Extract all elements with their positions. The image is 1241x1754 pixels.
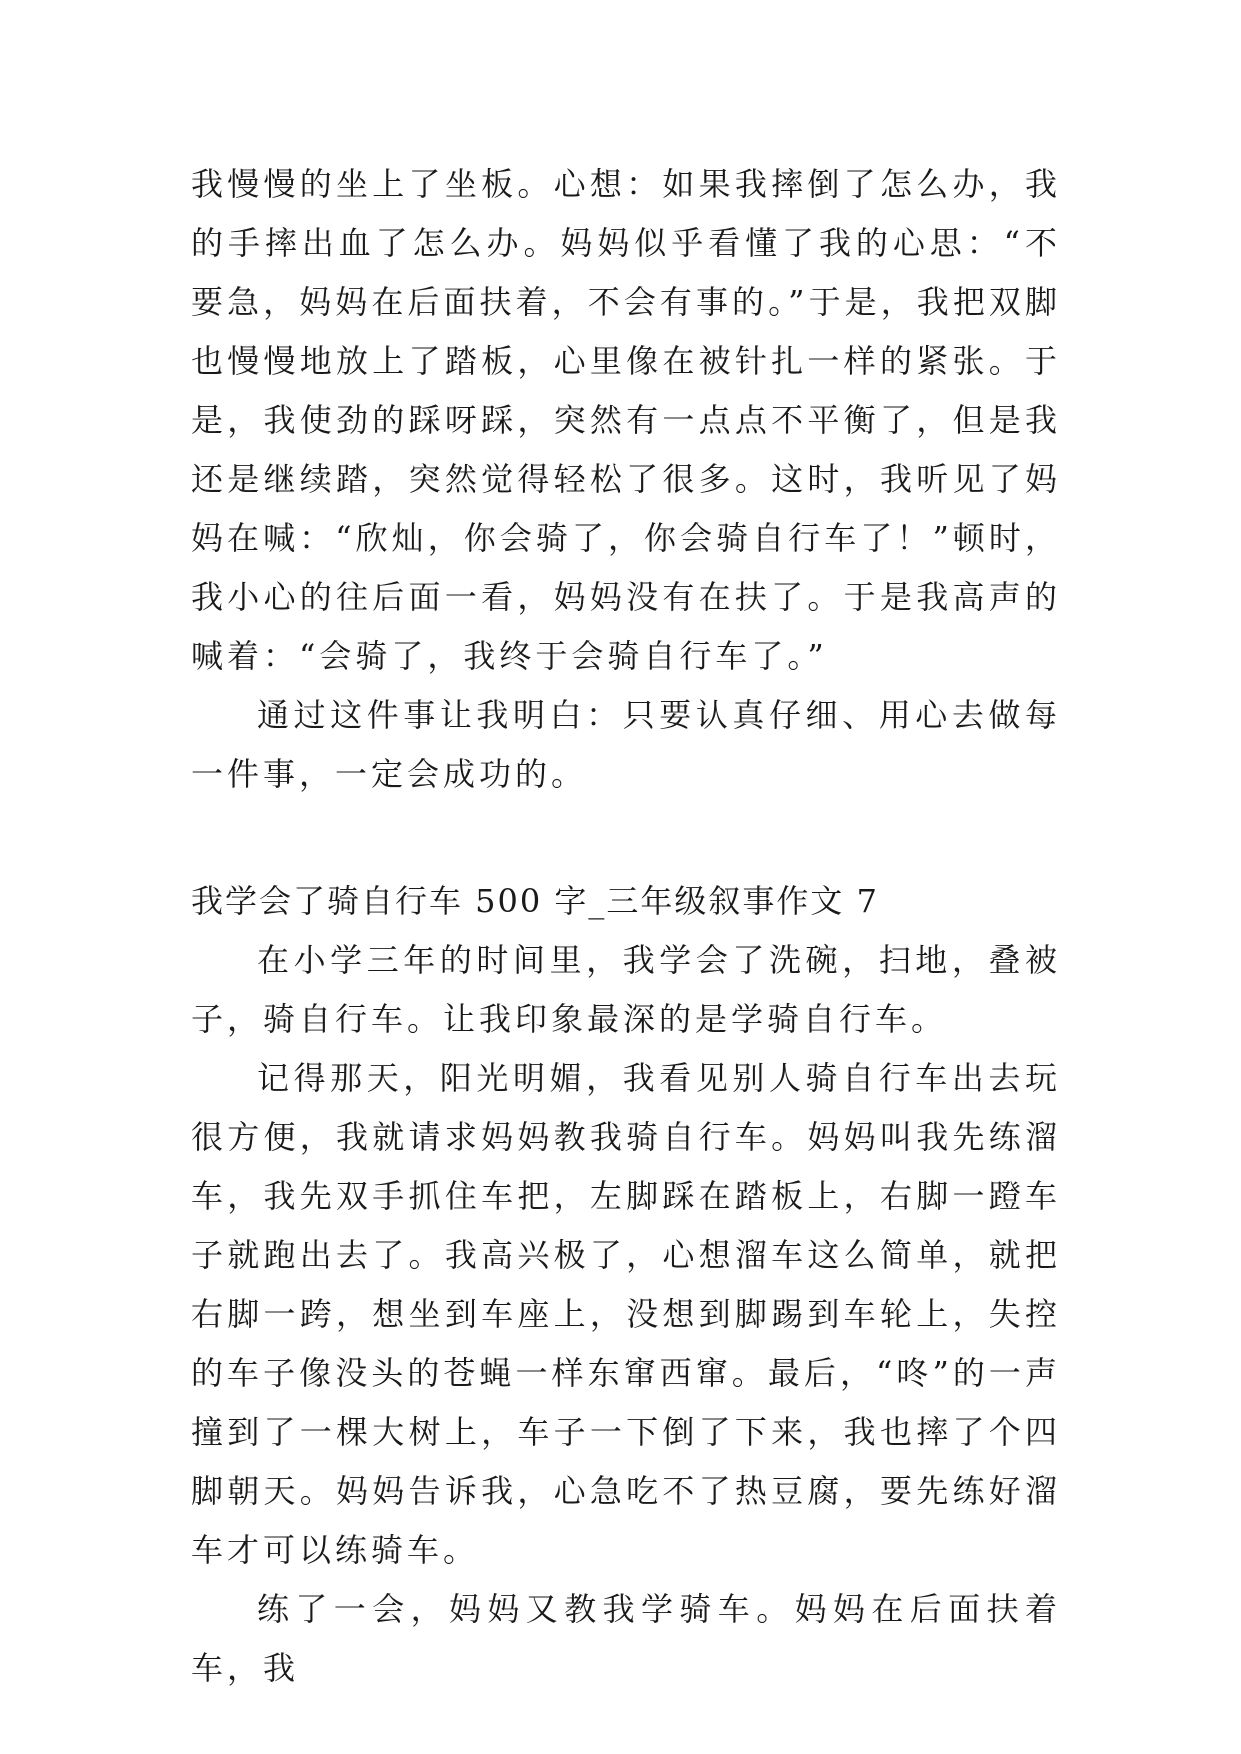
paragraph: 记得那天，阳光明媚，我看见别人骑自行车出去玩很方便，我就请求妈妈教我骑自行车。妈妈叫我先练溜车，我先双手抓住车把，左脚踩在踏板上，右脚一蹬车子就跑出去了。我高兴极了，心想溜车这么简单，就把右脚一跨，想坐到车座上，没想到脚踢到车轮上，失控的车子像没头的苍蝇一样东窜西窜。最后，“咚”的一声撞到了一棵大树上，车子一下倒了下来，我也摔了个四脚朝天。妈妈告诉我，心急吃不了热豆腐，要先练好溜车才可以练骑车。 <box>191 1059 1061 1569</box>
paragraph: 通过这件事让我明白：只要认真仔细、用心去做每一件事，一定会成功的。 <box>191 696 1061 793</box>
paragraph: 在小学三年的时间里，我学会了洗碗，扫地，叠被子，骑自行车。让我印象最深的是学骑自行车。 <box>191 941 1061 1038</box>
paragraph: 我慢慢的坐上了坐板。心想：如果我摔倒了怎么办，我的手摔出血了怎么办。妈妈似乎看懂了我的心思：“不要急，妈妈在后面扶着，不会有事的。”于是，我把双脚也慢慢地放上了踏板，心里像在被针扎一样的紧张。于是，我使劲的踩呀踩，突然有一点点不平衡了，但是我还是继续踏，突然觉得轻松了很多。这时，我听见了妈妈在喊：“欣灿，你会骑了，你会骑自行车了！”顿时，我小心的往后面一看，妈妈没有在扶了。于是我高声的喊着：“会骑了，我终于会骑自行车了。” <box>191 165 1061 675</box>
section-title: 我学会了骑自行车 500 字_三年级叙事作文 7 <box>191 882 879 920</box>
document-body <box>191 155 1061 1698</box>
paragraph: 练了一会，妈妈又教我学骑车。妈妈在后面扶着车，我 <box>191 1590 1061 1687</box>
